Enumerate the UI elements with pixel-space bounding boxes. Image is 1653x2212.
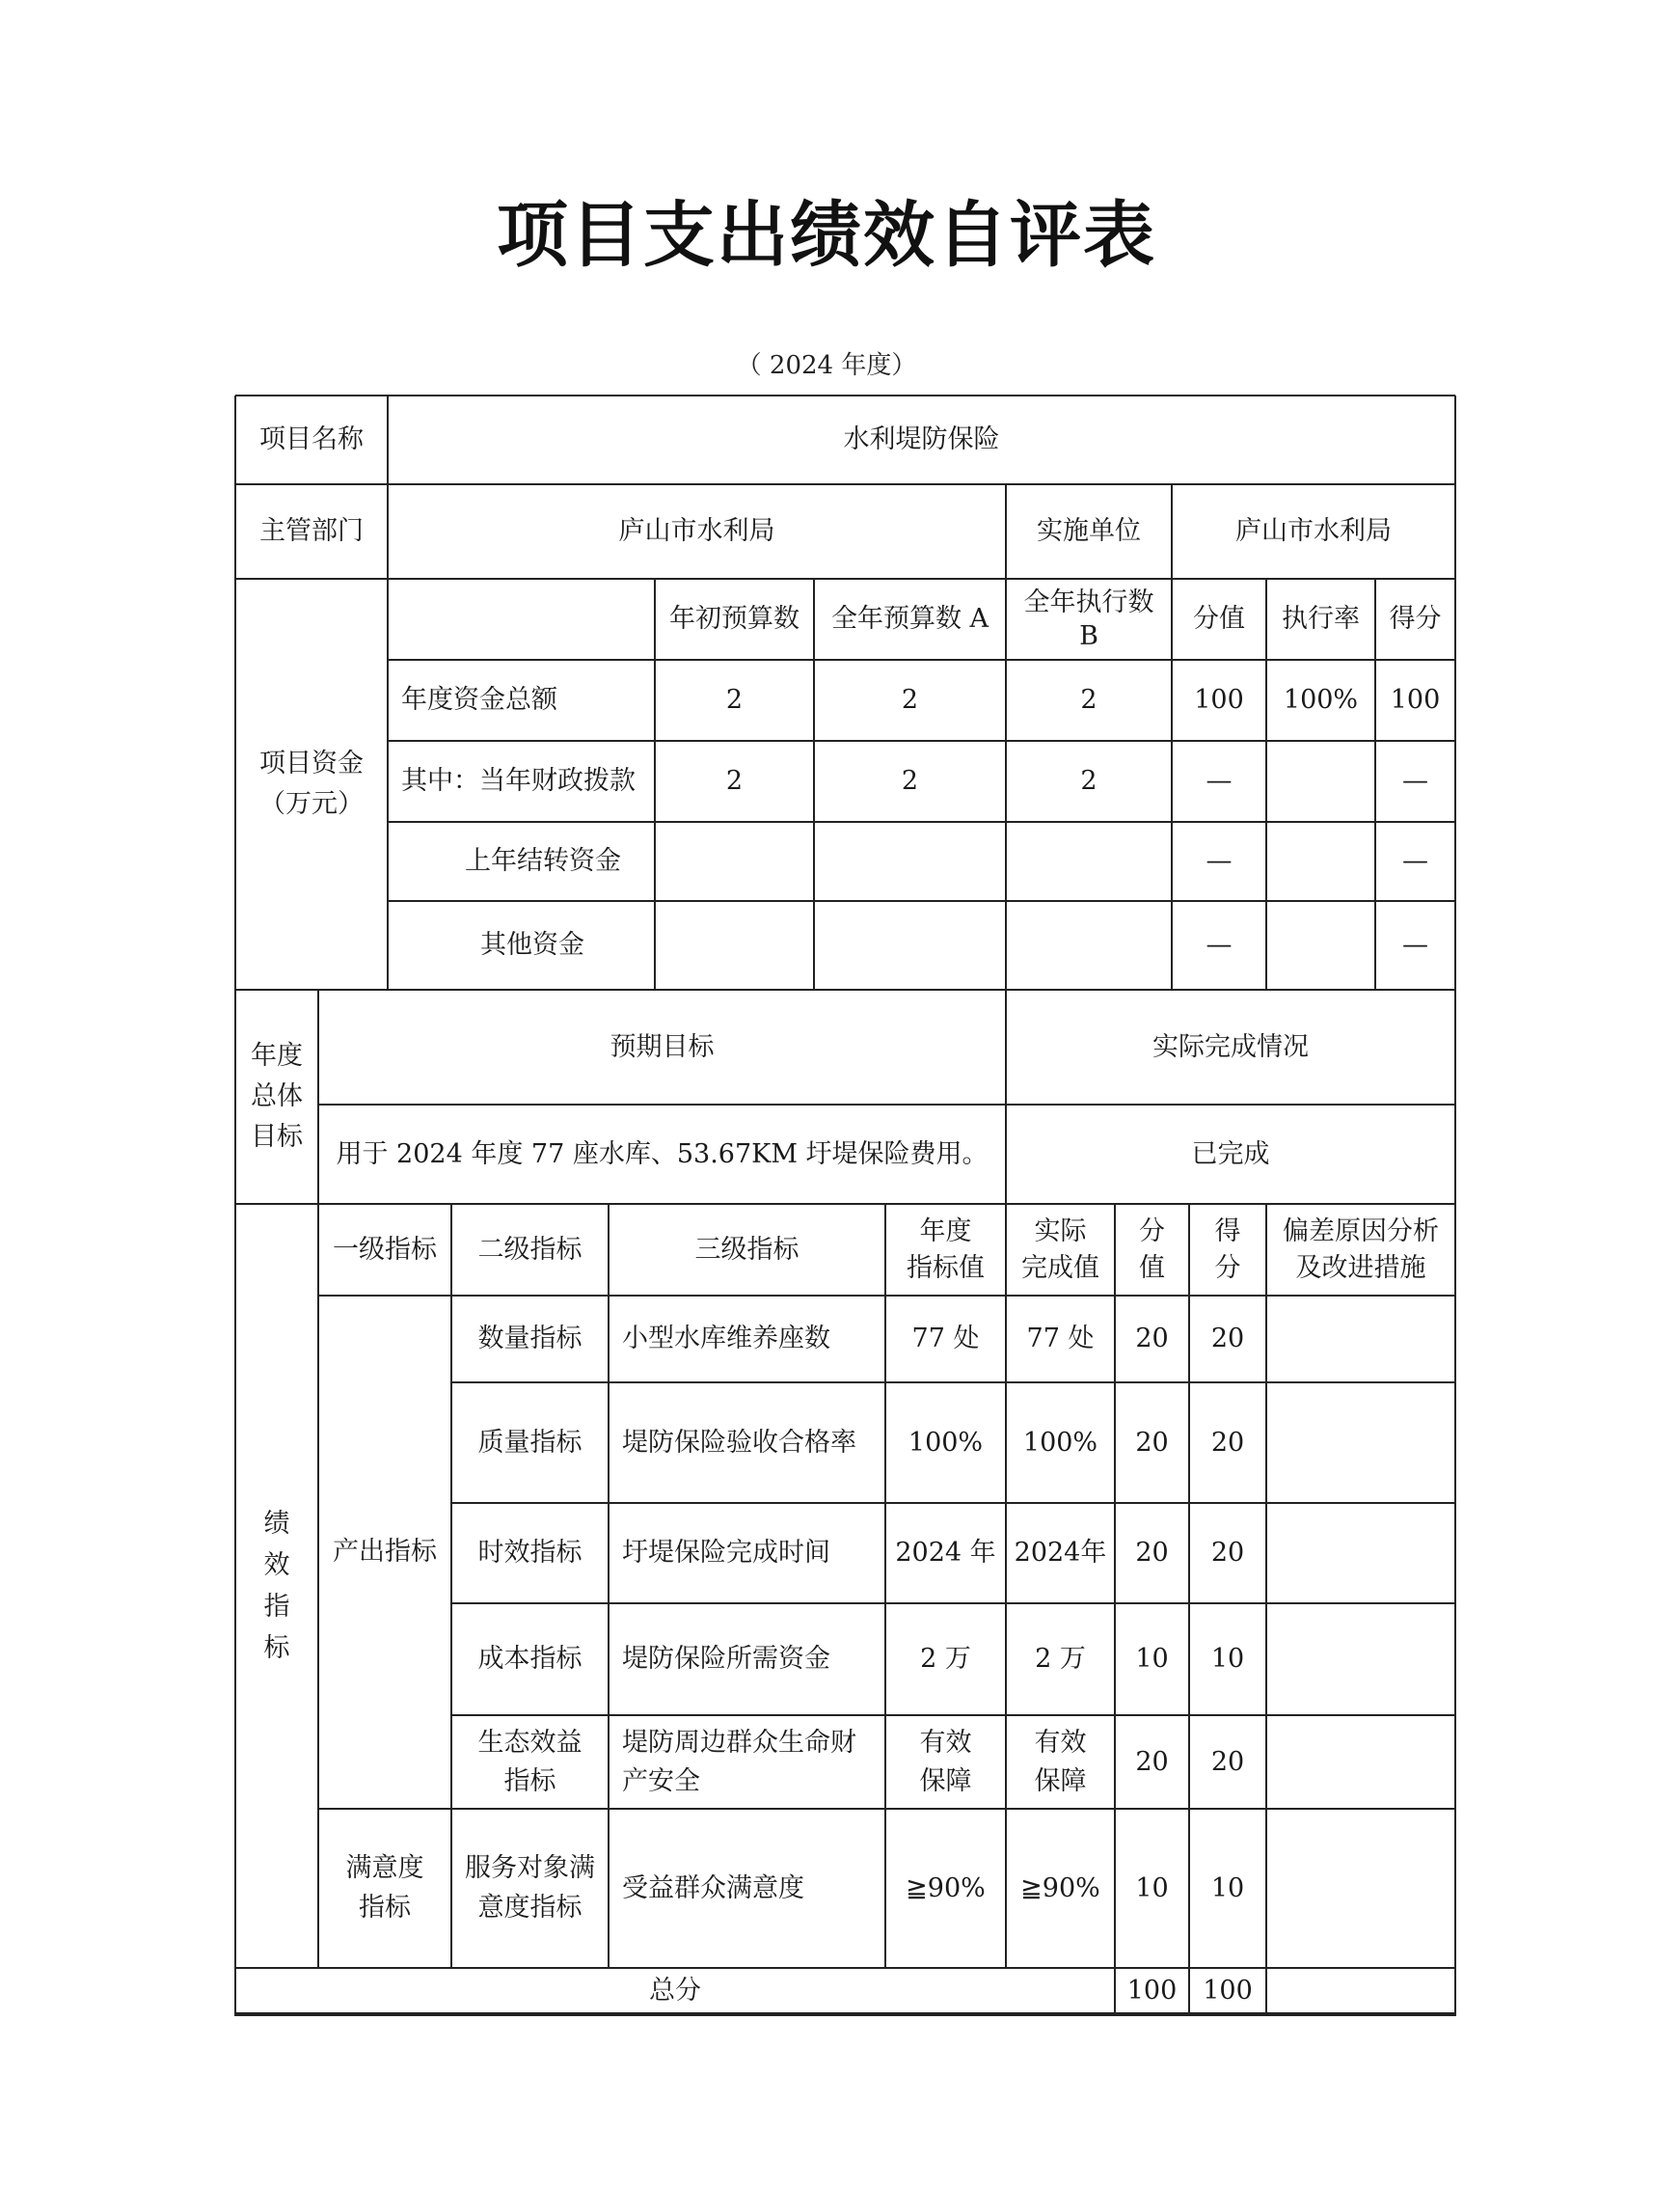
indicator-target: 100% bbox=[908, 1427, 984, 1458]
indicator-target: 77 处 bbox=[911, 1324, 980, 1354]
indicator-level3: 堤防保险所需资金 bbox=[622, 1644, 830, 1675]
dept-label: 主管部门 bbox=[259, 516, 364, 547]
funds-row-score-value: — bbox=[1206, 846, 1233, 877]
indicator-level2: 成本指标 bbox=[477, 1644, 583, 1675]
header-deviation bbox=[1266, 1204, 1455, 1296]
project-name-value: 水利堤防保险 bbox=[843, 424, 1000, 455]
header-value-l1: 分 bbox=[1139, 1215, 1165, 1246]
funds-row-label: 其中：当年财政拨款 bbox=[401, 766, 636, 797]
actual-completion-header: 实际完成情况 bbox=[1152, 1031, 1309, 1062]
indicator-level3: 受益群众满意度 bbox=[622, 1872, 804, 1903]
goals-label bbox=[235, 990, 318, 1204]
header-initial-budget: 年初预算数 bbox=[669, 604, 799, 635]
total-score: 100 bbox=[1203, 1976, 1253, 2007]
funds-label-line2: （万元） bbox=[259, 789, 364, 819]
funds-row-score-value: 100 bbox=[1194, 685, 1244, 716]
indicator-level3: 圩堤保险完成时间 bbox=[622, 1538, 830, 1569]
indicator-target: 2 万 bbox=[920, 1644, 971, 1675]
indicator-value: 10 bbox=[1135, 1644, 1169, 1675]
indicators-label-char: 标 bbox=[263, 1633, 290, 1664]
header-value bbox=[1115, 1204, 1189, 1296]
indicator-level2-l1: 生态效益 bbox=[477, 1728, 583, 1759]
indicator-level2-l2: 指标 bbox=[503, 1765, 556, 1796]
actual-completion-text: 已完成 bbox=[1191, 1138, 1270, 1169]
header-level3: 三级指标 bbox=[694, 1234, 799, 1265]
header-annual-budget: 全年预算数 A bbox=[830, 604, 989, 635]
output-indicator-label: 产出指标 bbox=[333, 1537, 437, 1568]
header-actual-l2: 完成值 bbox=[1021, 1252, 1099, 1283]
indicator-level2: 时效指标 bbox=[477, 1538, 583, 1569]
funds-row-executed bbox=[1006, 822, 1172, 901]
indicator-value: 20 bbox=[1135, 1427, 1169, 1458]
indicators-label-char: 效 bbox=[263, 1549, 290, 1580]
expected-goal-header: 预期目标 bbox=[610, 1031, 715, 1062]
indicators-label-char: 指 bbox=[263, 1592, 290, 1622]
header-level1: 一级指标 bbox=[333, 1234, 437, 1265]
satisfaction-label-l1: 满意度 bbox=[345, 1853, 424, 1883]
funds-row-executed: 2 bbox=[1080, 685, 1097, 716]
indicator-actual-l1: 有效 bbox=[1034, 1728, 1087, 1759]
header-score-l2: 分 bbox=[1214, 1252, 1241, 1283]
funds-row-rate: 100% bbox=[1283, 685, 1359, 716]
total-label: 总分 bbox=[649, 1976, 701, 2007]
project-name-label: 项目名称 bbox=[259, 424, 364, 455]
indicator-target-l2: 保障 bbox=[919, 1765, 972, 1796]
funds-row-score: 100 bbox=[1390, 685, 1441, 716]
funds-row-annual bbox=[814, 901, 1006, 990]
indicator-score: 10 bbox=[1210, 1644, 1245, 1675]
indicator-level3 bbox=[609, 1715, 885, 1809]
funds-row-initial bbox=[655, 901, 814, 990]
indicator-score: 20 bbox=[1210, 1324, 1245, 1354]
header-exec-rate: 执行率 bbox=[1282, 604, 1360, 635]
indicator-level3-l2: 产安全 bbox=[622, 1765, 700, 1796]
header-annual-executed bbox=[1006, 579, 1172, 660]
page-title: 项目支出绩效自评表 bbox=[497, 194, 1156, 277]
funds-label bbox=[235, 579, 388, 990]
indicator-target: 2024 年 bbox=[895, 1538, 996, 1569]
unit-value: 庐山市水利局 bbox=[1235, 516, 1392, 547]
indicators-label bbox=[235, 1204, 318, 1968]
header-actual bbox=[1006, 1204, 1115, 1296]
header-target-l1: 年度 bbox=[919, 1215, 972, 1246]
funds-row-rate bbox=[1266, 901, 1375, 990]
indicator-level3: 小型水库维养座数 bbox=[622, 1324, 830, 1354]
indicator-actual bbox=[1006, 1715, 1115, 1809]
header-score: 得分 bbox=[1389, 604, 1442, 635]
indicator-actual: ≧90% bbox=[1020, 1872, 1100, 1903]
indicator-value: 20 bbox=[1135, 1746, 1169, 1777]
funds-row-label: 上年结转资金 bbox=[465, 846, 621, 877]
indicator-value: 20 bbox=[1135, 1324, 1169, 1354]
indicator-level2 bbox=[451, 1715, 609, 1809]
indicator-level2 bbox=[451, 1809, 609, 1968]
indicator-actual: 77 处 bbox=[1026, 1324, 1095, 1354]
goals-label-line: 年度 bbox=[251, 1041, 303, 1072]
funds-label-line1: 项目资金 bbox=[259, 749, 364, 779]
funds-row-annual bbox=[814, 822, 1006, 901]
indicator-target bbox=[885, 1715, 1006, 1809]
funds-row-rate bbox=[1266, 822, 1375, 901]
funds-row-executed: 2 bbox=[1080, 766, 1097, 797]
funds-row-score-value: — bbox=[1206, 930, 1233, 961]
header-score-value: 分值 bbox=[1193, 604, 1245, 635]
funds-row-label: 其他资金 bbox=[480, 930, 584, 961]
funds-row-score: — bbox=[1402, 766, 1428, 797]
funds-row-initial: 2 bbox=[725, 766, 744, 797]
indicators-label-char: 绩 bbox=[263, 1508, 290, 1539]
header-value-l2: 值 bbox=[1139, 1252, 1165, 1283]
indicator-level3: 堤防保险验收合格率 bbox=[622, 1427, 856, 1458]
funds-row-annual: 2 bbox=[901, 766, 919, 797]
indicator-actual: 2024年 bbox=[1014, 1538, 1107, 1569]
indicator-score: 20 bbox=[1210, 1427, 1245, 1458]
goals-label-line: 总体 bbox=[251, 1081, 303, 1112]
funds-row-score: — bbox=[1402, 846, 1428, 877]
indicator-actual: 100% bbox=[1022, 1427, 1098, 1458]
indicator-value: 20 bbox=[1135, 1538, 1169, 1569]
funds-row-initial: 2 bbox=[725, 685, 744, 716]
indicator-score: 10 bbox=[1210, 1872, 1245, 1903]
funds-row-score-value: — bbox=[1206, 766, 1233, 797]
header-annual-executed-l2: B bbox=[1079, 621, 1098, 651]
satisfaction-label-l2: 指标 bbox=[359, 1892, 411, 1923]
header-target-l2: 指标值 bbox=[907, 1252, 985, 1283]
header-actual-l1: 实际 bbox=[1034, 1215, 1087, 1246]
header-deviation-l1: 偏差原因分析 bbox=[1283, 1215, 1439, 1246]
funds-row-executed bbox=[1006, 901, 1172, 990]
header-target bbox=[885, 1204, 1006, 1296]
header-score-l1: 得 bbox=[1214, 1215, 1241, 1246]
unit-label: 实施单位 bbox=[1037, 516, 1141, 547]
indicator-level2-l2: 意度指标 bbox=[477, 1892, 583, 1923]
expected-goal-text: 用于 2024 年度 77 座水库、53.67KM 圩堤保险费用。 bbox=[336, 1138, 989, 1169]
header-annual-executed-l1: 全年执行数 bbox=[1023, 587, 1154, 617]
indicator-score: 20 bbox=[1210, 1746, 1245, 1777]
funds-row-label: 年度资金总额 bbox=[401, 685, 557, 716]
funds-row-score: — bbox=[1402, 930, 1428, 961]
indicator-actual: 2 万 bbox=[1035, 1644, 1086, 1675]
year-label: （ 2024 年度） bbox=[736, 351, 917, 380]
funds-row-rate bbox=[1266, 741, 1375, 822]
indicator-target-l1: 有效 bbox=[919, 1728, 972, 1759]
indicator-score: 20 bbox=[1210, 1538, 1245, 1569]
indicator-level2-l1: 服务对象满 bbox=[465, 1853, 595, 1883]
indicator-level2: 质量指标 bbox=[477, 1427, 583, 1458]
indicator-target: ≧90% bbox=[906, 1872, 986, 1903]
indicator-level2: 数量指标 bbox=[477, 1324, 583, 1354]
funds-row-annual: 2 bbox=[901, 685, 919, 716]
header-deviation-l2: 及改进措施 bbox=[1295, 1252, 1426, 1283]
indicator-actual-l2: 保障 bbox=[1034, 1765, 1087, 1796]
total-value: 100 bbox=[1126, 1976, 1178, 2007]
dept-value: 庐山市水利局 bbox=[618, 516, 775, 547]
header-score bbox=[1189, 1204, 1266, 1296]
header-level2: 二级指标 bbox=[477, 1234, 583, 1265]
indicator-level3-l1: 堤防周边群众生命财 bbox=[622, 1728, 856, 1759]
satisfaction-indicator-label bbox=[318, 1809, 451, 1968]
goals-label-line: 目标 bbox=[251, 1121, 303, 1152]
funds-row-initial bbox=[655, 822, 814, 901]
indicator-value: 10 bbox=[1135, 1872, 1169, 1903]
